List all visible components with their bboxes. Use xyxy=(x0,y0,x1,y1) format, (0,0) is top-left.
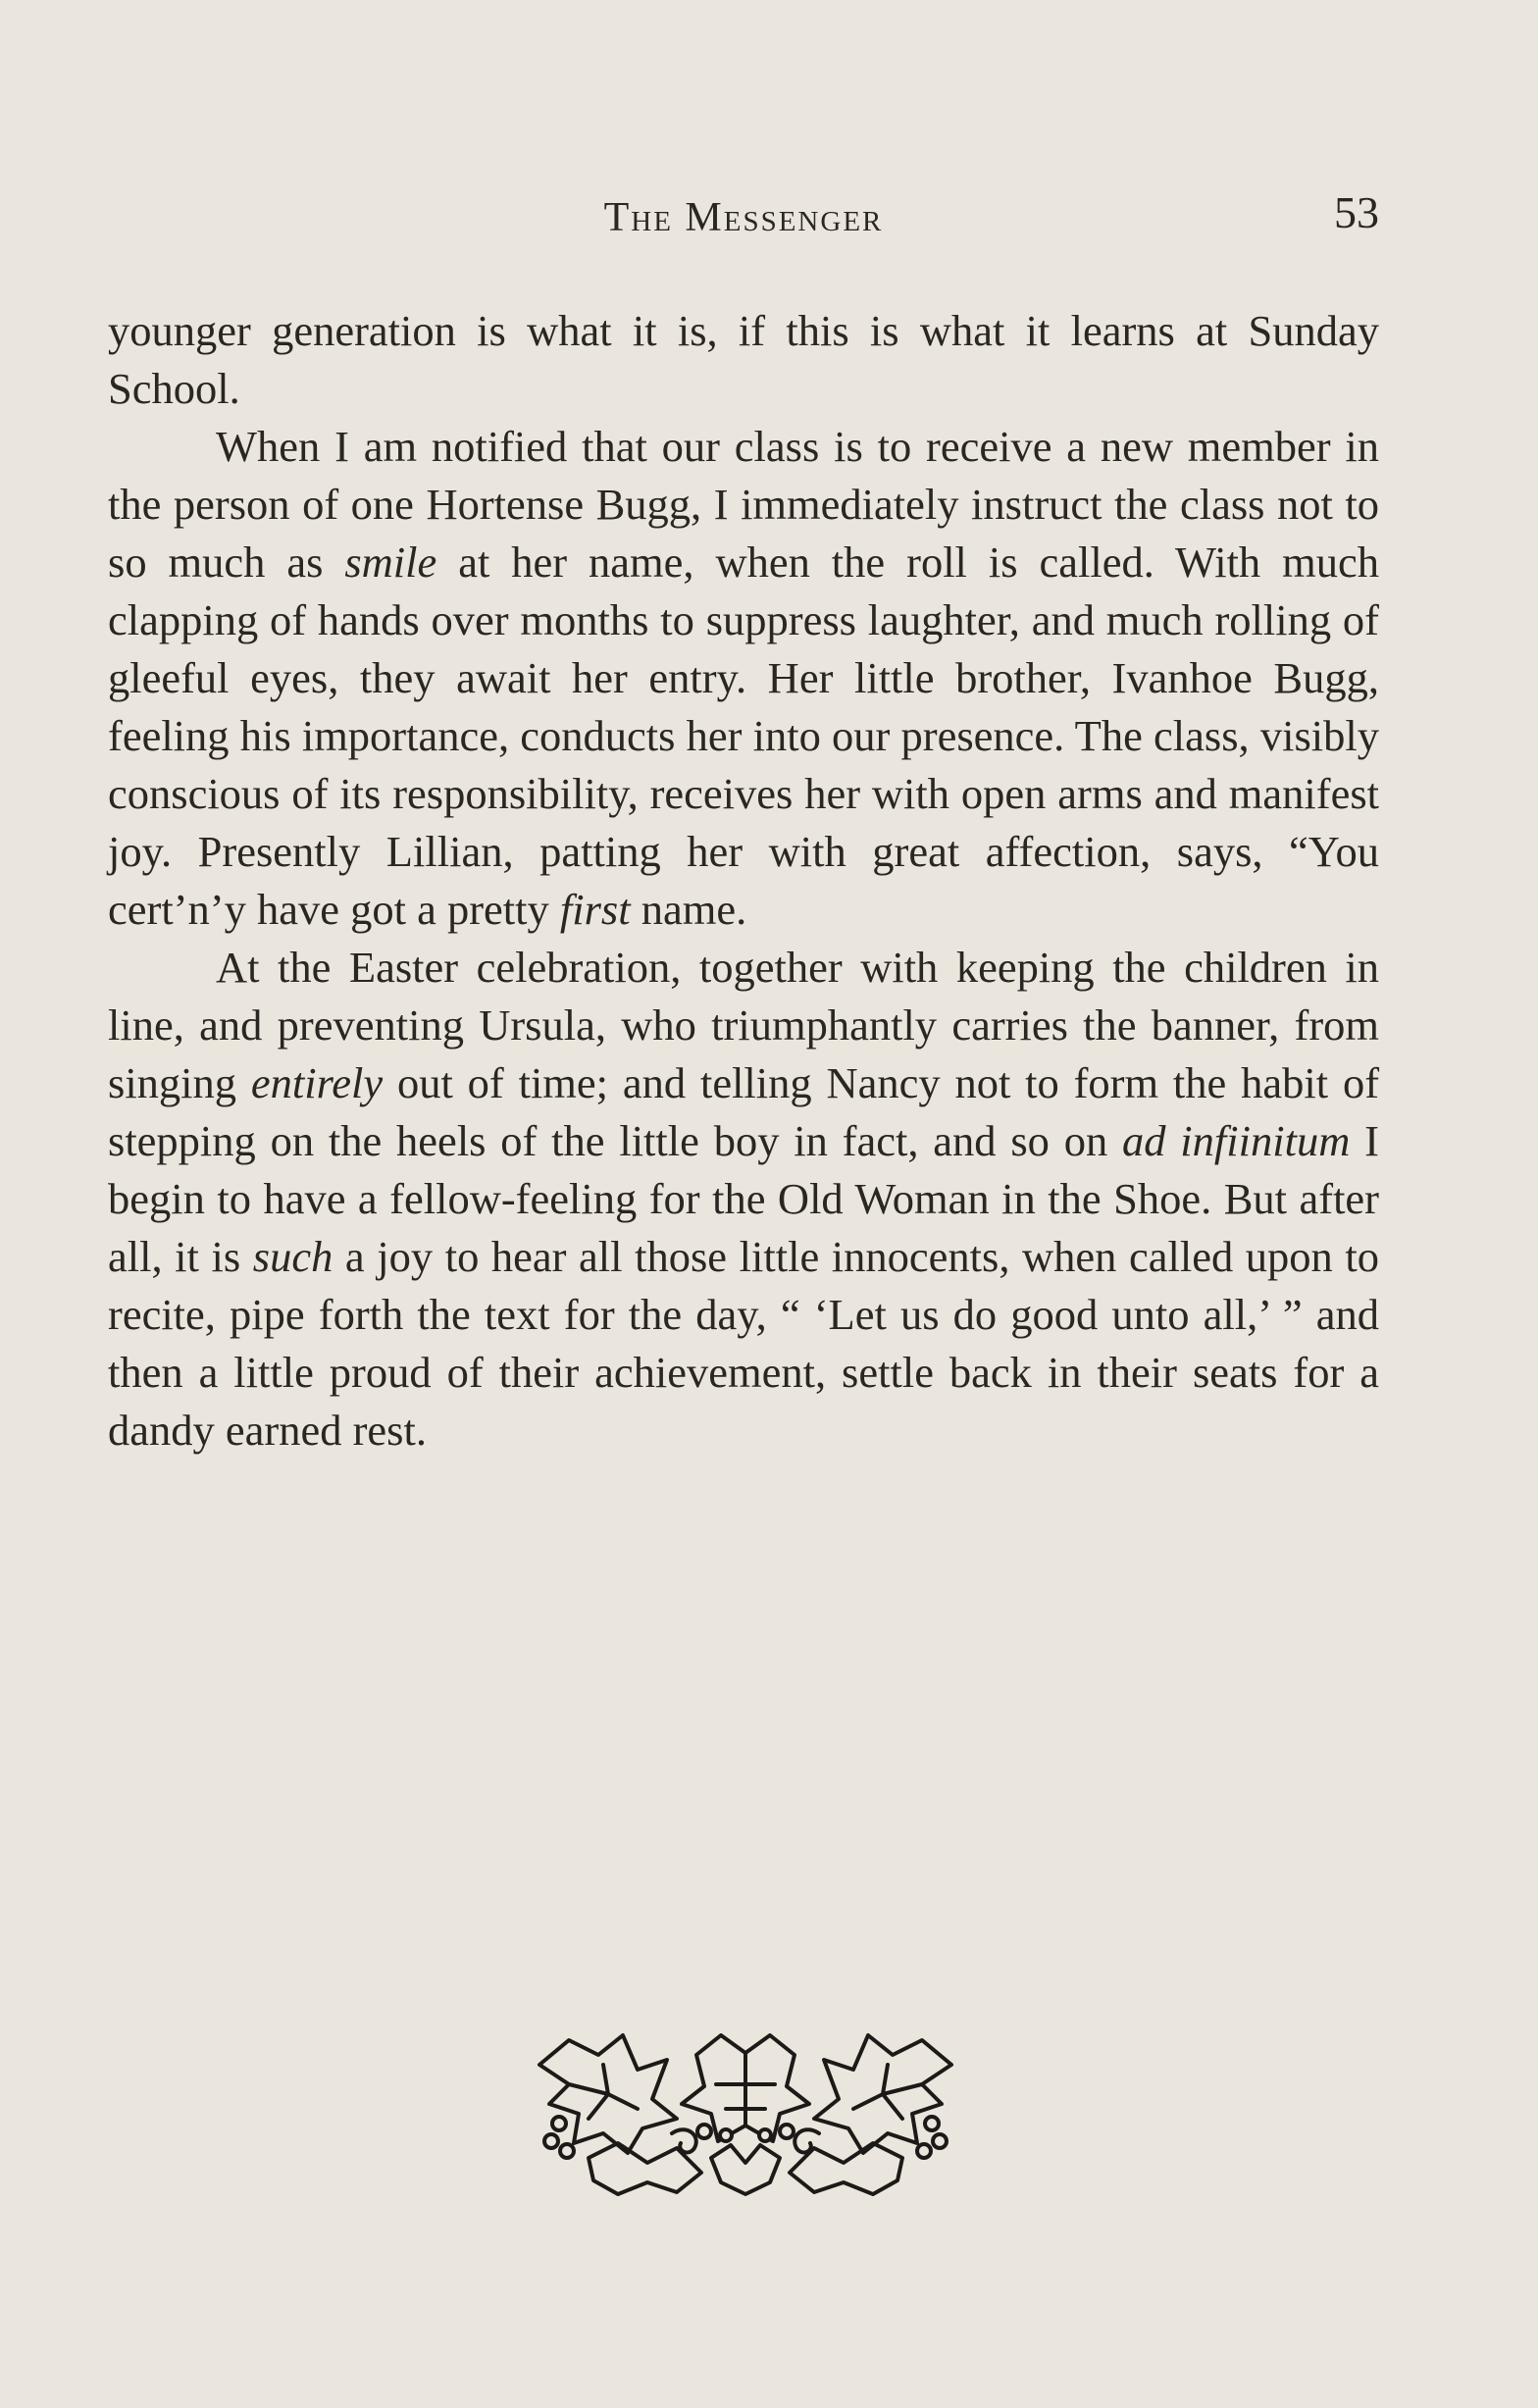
italic-emphasis: smile xyxy=(344,538,437,587)
running-title: The Messenger xyxy=(603,195,884,240)
paragraph-1 xyxy=(108,302,1379,418)
text-segment: When I am notified that our class is to receive a new member in the person of one Hortense Bugg, I immediately instruct the class not to so much as xyxy=(108,422,1379,587)
paragraph-2 xyxy=(108,418,1379,939)
text-segment: a joy to hear all those little innocents, when called upon to recite, pipe forth the text for the day, “ ‘Let us do good unto all,’ ” and then a little proud of their achievement, settle back in their seats for a dandy earned rest. xyxy=(108,1232,1380,1455)
italic-emphasis: ad infiinitum xyxy=(1122,1116,1351,1165)
leaf-vine-ornament-icon xyxy=(530,2025,961,2202)
text-segment: I begin to have a fellow-feeling for the Old Woman in the Shoe. But after all, it is xyxy=(108,1116,1379,1281)
italic-emphasis: entirely xyxy=(250,1058,384,1107)
italic-emphasis: first xyxy=(559,885,631,934)
text-segment: at her name, when the roll is called. With much clapping of hands over months to suppress laughter, and much rolling of gleeful eyes, they await her entry. Her little brother, Ivanhoe Bugg, feeling his importance, conducts her into our presence. The class, visibly conscious of its responsibility, receives her with open arms and manifest joy. Presently Lillian, patting her with great affection, says, “You cert’n’y have got a pretty xyxy=(108,538,1379,934)
paragraph-3 xyxy=(108,939,1379,1460)
text-segment: At the Easter celebration, together with keeping the children in line, and preventing Ursula, who triumphantly carries the banner, from singing xyxy=(108,943,1379,1107)
italic-emphasis: such xyxy=(252,1232,333,1281)
text-segment: name. xyxy=(630,885,747,934)
page-number: 53 xyxy=(1334,187,1379,237)
running-head xyxy=(108,186,1379,255)
body-text xyxy=(108,302,1379,1460)
text-segment: younger generation is what it is, if this is what it learns at Sunday School. xyxy=(108,306,1379,413)
text-segment: out of time; and telling Nancy not to form the habit of stepping on the heels of the little boy in fact, and so on xyxy=(108,1058,1380,1165)
